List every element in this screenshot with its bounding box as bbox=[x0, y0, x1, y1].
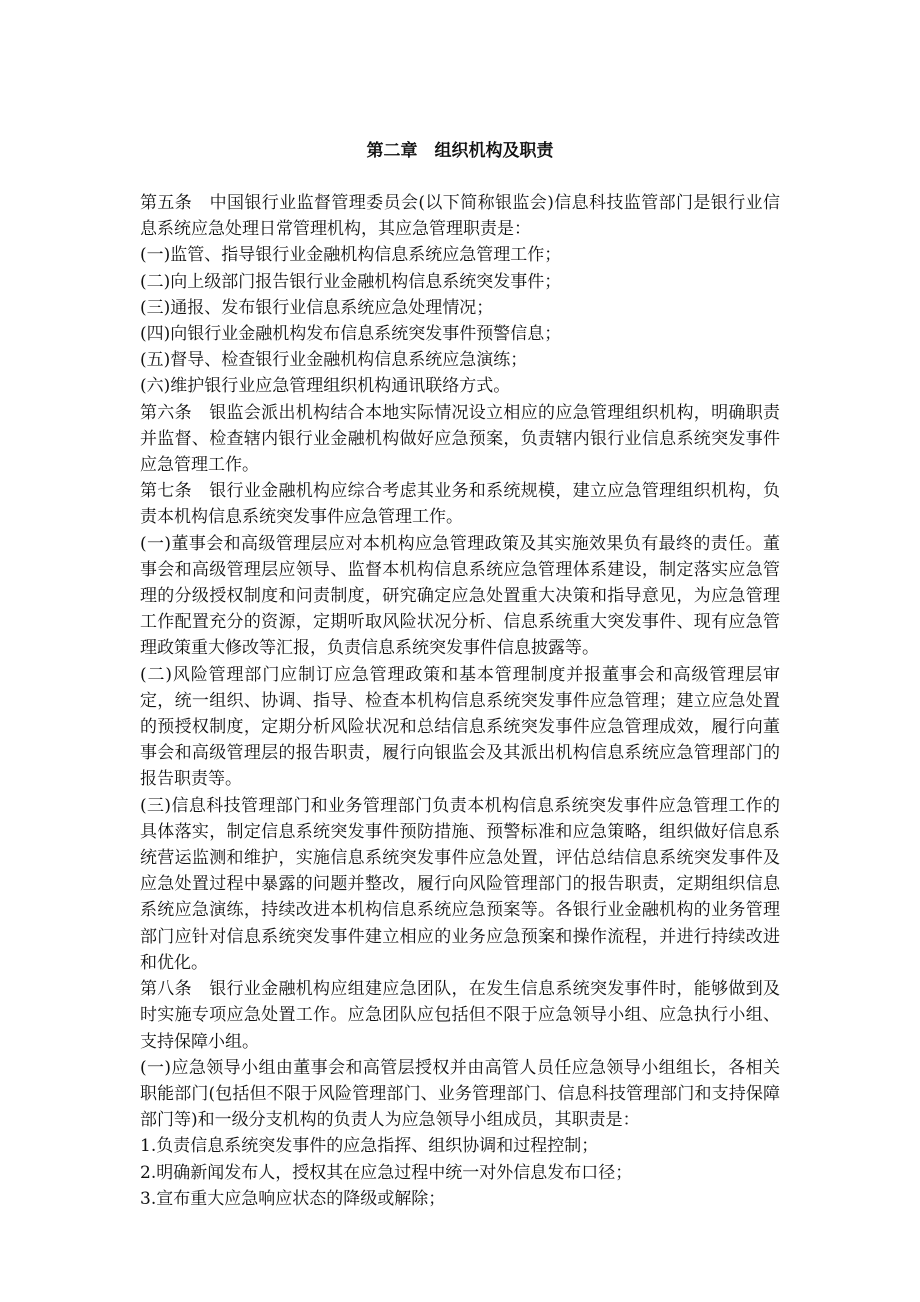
article-5-item-5: (五)督导、检查银行业金融机构信息系统应急演练； bbox=[140, 350, 528, 371]
article-7-item-1: (一)董事会和高级管理层应对本机构应急管理政策及其实施效果负有最终的责任。董事会和高级管理层应领导、监督本机构信息系统应急管理体系建设，制定落实应急管理的分级授权制度和问责制度，研究确定应急处置重大决策和指导意见，为应急管理工作配置充分的资源，定期听取风险状况分析、信息系统重大突发事件、现有应急管理政策重大修改等汇报，负责信息系统突发事件信息披露等。 bbox=[140, 533, 780, 659]
article-7-item-2: (二)风险管理部门应制订应急管理政策和基本管理制度并报董事会和高级管理层审定，统一组织、协调、指导、检查本机构信息系统突发事件应急管理；建立应急处置的预授权制度，定期分析风险状况和总结信息系统突发事件应急管理成效，履行向董事会和高级管理层的报告职责，履行向银监会及其派出机构信息系统应急管理部门的报告职责等。 bbox=[140, 664, 780, 790]
article-7-item-3: (三)信息科技管理部门和业务管理部门负责本机构信息系统突发事件应急管理工作的具体落实，制定信息系统突发事件预防措施、预警标准和应急策略，组织做好信息系统营运监测和维护，实施信息系统突发事件应急处置，评估总结信息系统突发事件及应急处置过程中暴露的问题并整改，履行向风险管理部门的报告职责，定期组织信息系统应急演练，持续改进本机构信息系统应急预案等。各银行业金融机构的业务管理部门应针对信息系统突发事件建立相应的业务应急预案和操作流程，并进行持续改进和优化。 bbox=[140, 795, 780, 973]
document-page bbox=[140, 138, 780, 1212]
article-6: 第六条 银监会派出机构结合本地实际情况设立相应的应急管理组织机构，明确职责并监督、检查辖内银行业金融机构做好应急预案，负责辖内银行业信息系统突发事件应急管理工作。 bbox=[140, 402, 780, 476]
article-8-item-1: (一)应急领导小组由董事会和高管层授权并由高管人员任应急领导小组组长，各相关职能部门(包括但不限于风险管理部门、业务管理部门、信息科技管理部门和支持保障部门等)和一级分支机构的负责人为应急领导小组成员，其职责是： bbox=[140, 1057, 780, 1131]
document-body bbox=[140, 190, 780, 1212]
article-5-item-4: (四)向银行业金融机构发布信息系统突发事件预警信息； bbox=[140, 324, 562, 345]
article-7: 第七条 银行业金融机构应综合考虑其业务和系统规模，建立应急管理组织机构，负责本机构信息系统突发事件应急管理工作。 bbox=[140, 481, 780, 528]
article-5-item-1: (一)监管、指导银行业金融机构信息系统应急管理工作； bbox=[140, 245, 562, 266]
article-5-item-6: (六)维护银行业应急管理组织机构通讯联络方式。 bbox=[140, 376, 511, 397]
article-5-item-2: (二)向上级部门报告银行业金融机构信息系统突发事件； bbox=[140, 271, 562, 292]
article-8: 第八条 银行业金融机构应组建应急团队，在发生信息系统突发事件时，能够做到及时实施专项应急处置工作。应急团队应包括但不限于应急领导小组、应急执行小组、支持保障小组。 bbox=[140, 979, 780, 1052]
article-5: 第五条 中国银行业监督管理委员会(以下简称银监会)信息科技监管部门是银行业信息系统应急处理日常管理机构，其应急管理职责是： bbox=[140, 193, 780, 240]
article-8-item-1-duty-3: 3.宣布重大应急响应状态的降级或解除； bbox=[140, 1188, 446, 1209]
article-5-item-3: (三)通报、发布银行业信息系统应急处理情况； bbox=[140, 297, 494, 318]
chapter-title: 第二章 组织机构及职责 bbox=[366, 141, 554, 161]
article-8-item-1-duty-1: 1.负责信息系统突发事件的应急指挥、组织协调和过程控制； bbox=[140, 1136, 599, 1157]
article-8-item-1-duty-2: 2.明确新闻发布人，授权其在应急过程中统一对外信息发布口径； bbox=[140, 1162, 633, 1183]
